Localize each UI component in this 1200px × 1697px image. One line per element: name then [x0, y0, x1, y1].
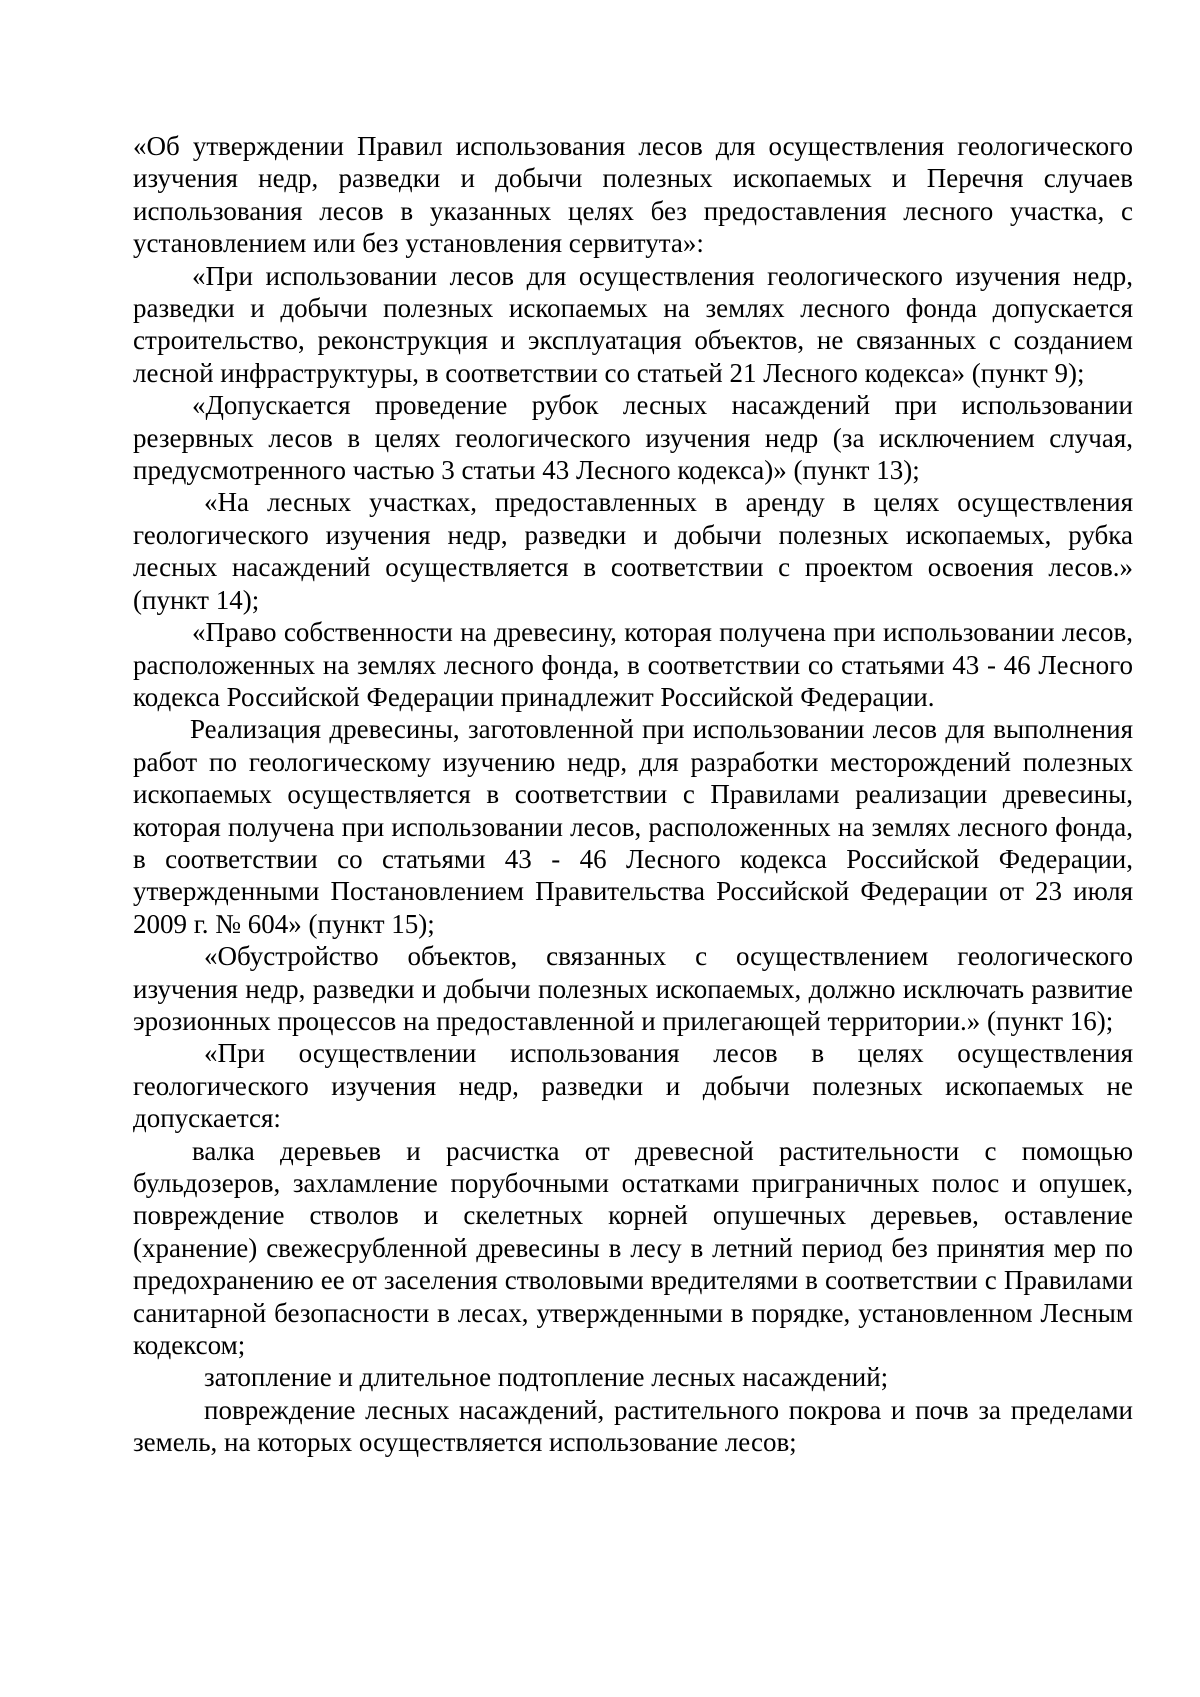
paragraph-point-14: «На лесных участках, предоставленных в аренду в целях осуществления геологического изучения недр, разведки и добычи полезных ископаемых, рубка лесных насаждений осуществляется в соответствии с проектом освоения лесов.» (пункт 14); [133, 487, 1133, 615]
paragraph-point-13: «Допускается проведение рубок лесных насаждений при использовании резервных лесов в целях геологического изучения недр (за исключением случая, предусмотренного частью 3 статьи 43 Лесного кодекса)» (пункт 13); [133, 390, 1133, 486]
paragraph-point-15-sale: Реализация древесины, заготовленной при использовании лесов для выполнения работ по геологическому изучению недр, для разработки месторождений полезных ископаемых осуществляется в соответствии с Правилами реализации древесины, которая получена при использовании лесов, расположенных на землях лесного фонда, в соответствии со статьями 43 - 46 Лесного кодекса Российской Федерации, утвержденными Постановлением Правительства Российской Федерации от 23 июля 2009 г. № 604» (пункт 15); [133, 714, 1133, 939]
paragraph-prohibition-felling: валка деревьев и расчистка от древесной растительности с помощью бульдозеров, захламление порубочными остатками приграничных полос и опушек, повреждение стволов и скелетных корней опушечных деревьев, оставление (хранение) свежесрубленной древесины в лесу в летний период без принятия мер по предохранению ее от заселения стволовыми вредителями в соответствии с Правилами санитарной безопасности в лесах, утвержденными в порядке, установленном Лесным кодексом; [133, 1135, 1133, 1361]
paragraph-point-15-ownership: «Право собственности на древесину, которая получена при использовании лесов, расположенных на землях лесного фонда, в соответствии со статьями 43 - 46 Лесного кодекса Российской Федерации принадлежит Российской Федерации. [133, 617, 1133, 712]
paragraph-decree-title: «Об утверждении Правил использования лесов для осуществления геологического изучения недр, разведки и добычи полезных ископаемых и Перечня случаев использования лесов в указанных целях без предоставления лесного участка, с установлением или без установления сервитута»: [133, 131, 1133, 259]
paragraph-point-16: «Обустройство объектов, связанных с осуществлением геологического изучения недр, разведки и добычи полезных ископаемых, должно исключать развитие эрозионных процессов на предоставленной и прилегающей территории.» (пункт 16); [133, 941, 1133, 1036]
paragraph-prohibitions-intro: «При осуществлении использования лесов в целях осуществления геологического изучения недр, разведки и добычи полезных ископаемых не допускается: [133, 1038, 1133, 1134]
paragraph-prohibition-damage: повреждение лесных насаждений, растительного покрова и почв за пределами земель, на которых осуществляется использование лесов; [133, 1394, 1133, 1458]
document-page [133, 130, 1133, 1459]
paragraph-prohibition-flooding: затопление и длительное подтопление лесных насаждений; [204, 1362, 889, 1393]
paragraph-point-9: «При использовании лесов для осуществления геологического изучения недр, разведки и добычи полезных ископаемых на землях лесного фонда допускается строительство, реконструкция и эксплуатация объектов, не связанных с созданием лесной инфраструктуры, в соответствии со статьей 21 Лесного кодекса» (пункт 9); [133, 260, 1133, 388]
